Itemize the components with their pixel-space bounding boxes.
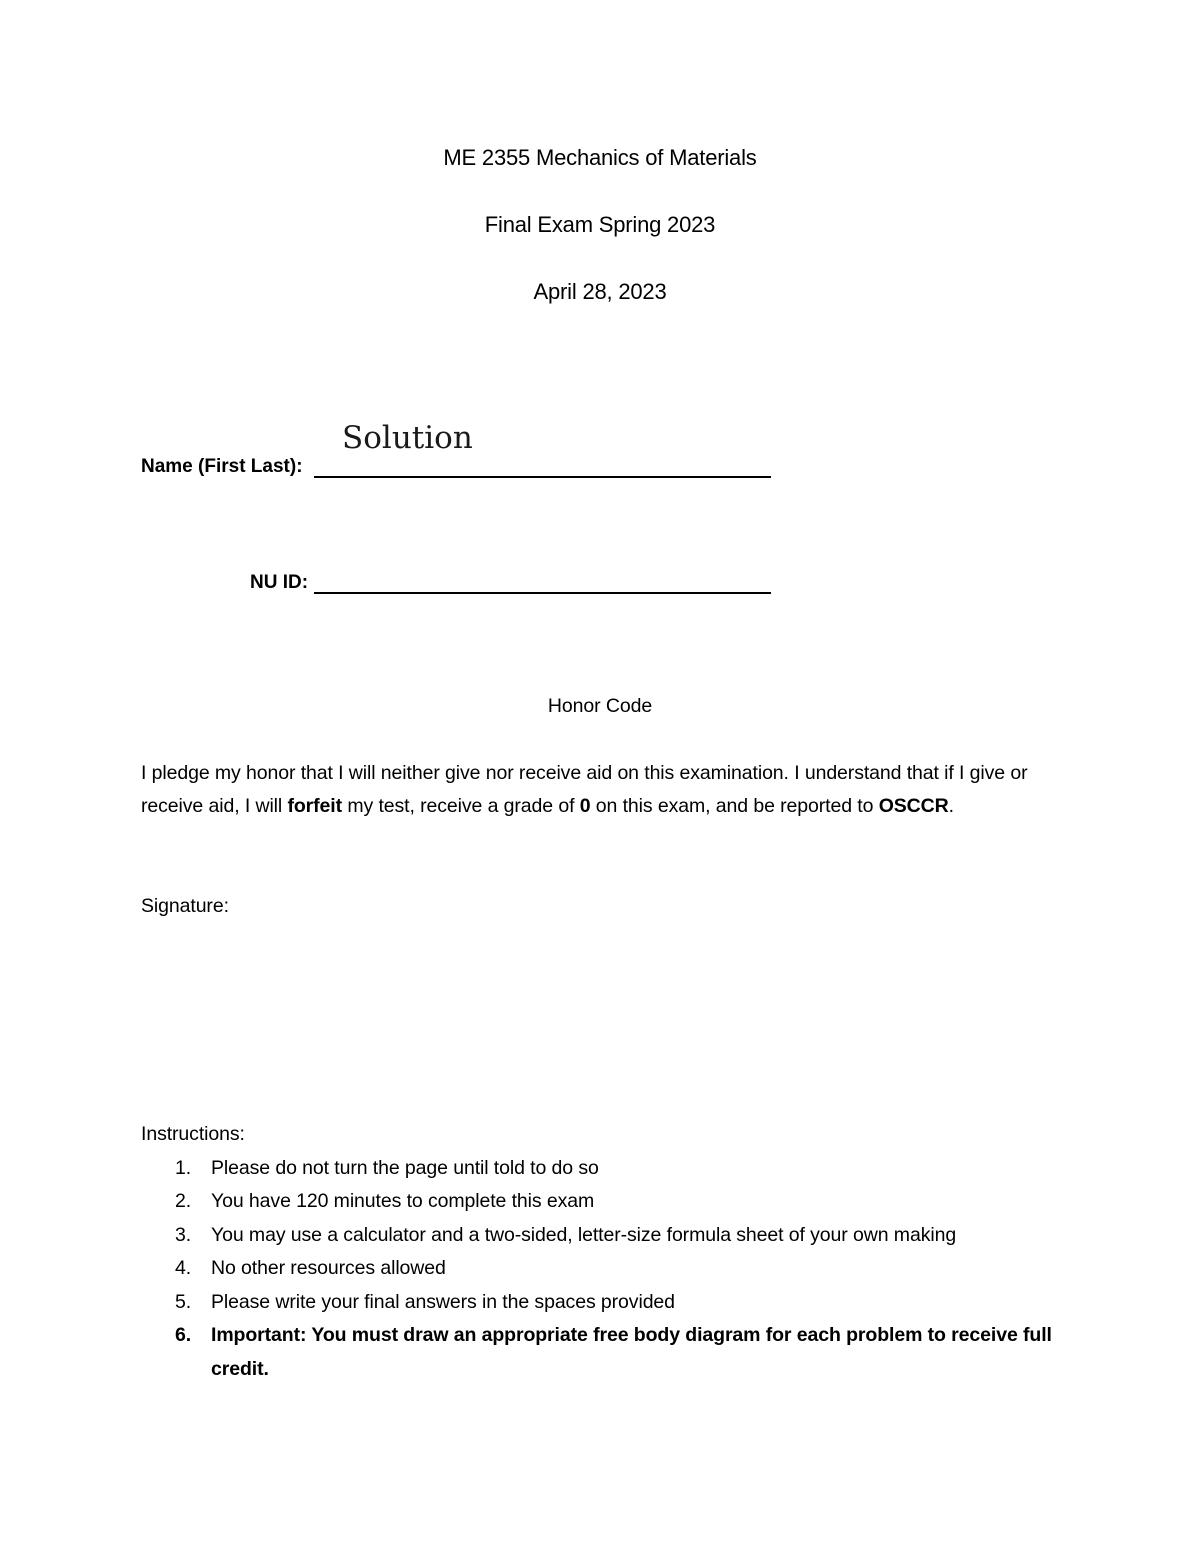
course-title: ME 2355 Mechanics of Materials [443,145,757,170]
instruction-item [141,1219,1071,1253]
name-field-line[interactable] [314,476,771,478]
instruction-text: Important: You must draw an appropriate free body diagram for each problem to receive full credit. [211,1324,1052,1380]
instruction-text: You have 120 minutes to complete this exam [211,1190,595,1212]
pledge-osccr: OSCCR [878,795,949,817]
instruction-number: 5. [175,1290,192,1313]
instruction-item [141,1286,1071,1320]
pledge-grade-zero: 0 [579,795,591,817]
pledge-text-1: I pledge my honor that I will neither give nor receive aid on this examination. I understand that if I give or receive aid, I will [141,762,1028,817]
honor-code-title: Honor Code [547,695,653,717]
name-handwritten-value: Solution [342,420,473,456]
instruction-text: No other resources allowed [211,1257,446,1279]
instructions-section [141,1118,1071,1386]
instruction-number: 6. [175,1324,192,1346]
instructions-list [141,1152,1071,1387]
instruction-number: 2. [175,1190,192,1212]
signature-label: Signature: [141,895,229,917]
nuid-field-label: NU ID: [250,572,309,593]
honor-code-pledge [141,757,1061,823]
signature-area[interactable] [250,890,750,950]
instruction-number: 1. [175,1156,192,1179]
instructions-label: Instructions: [141,1123,245,1145]
instruction-item [141,1185,1071,1219]
instruction-text: Please do not turn the page until told to do so [211,1156,599,1179]
instruction-item [141,1252,1071,1286]
instruction-item-important [141,1319,1071,1386]
pledge-text-3: on this exam, and be reported to [590,795,879,817]
pledge-forfeit: forfeit [287,795,343,817]
pledge-text-end: . [948,795,954,817]
exam-date: April 28, 2023 [533,279,667,304]
instruction-number: 4. [175,1257,192,1279]
nuid-field-line[interactable] [314,592,771,594]
instruction-number: 3. [175,1223,192,1246]
name-field-label: Name (First Last): [141,456,303,477]
instruction-text: Please write your final answers in the spaces provided [211,1290,675,1313]
exam-title: Final Exam Spring 2023 [484,212,716,237]
instruction-item [141,1152,1071,1186]
instruction-text: You may use a calculator and a two-sided, letter-size formula sheet of your own making [211,1223,957,1246]
pledge-text-2: my test, receive a grade of [342,795,580,817]
